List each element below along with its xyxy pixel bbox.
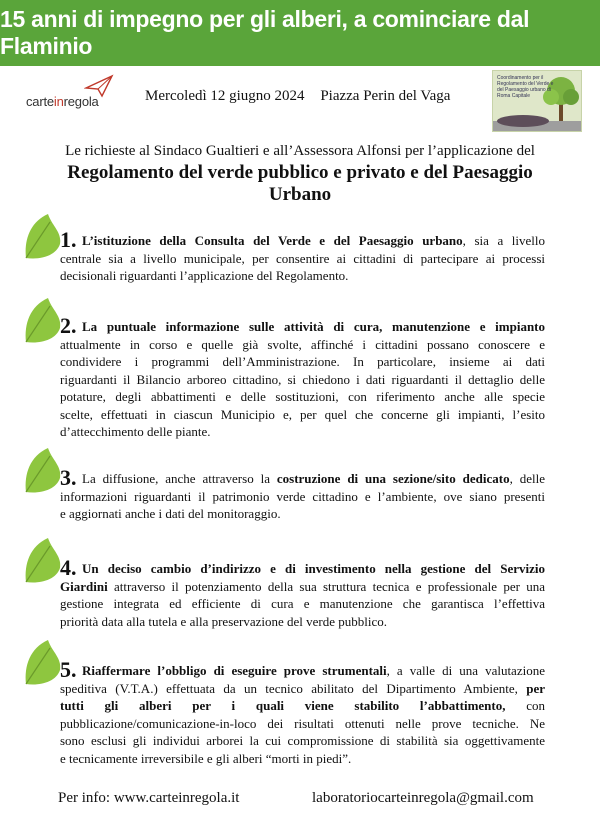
item-line: priorità data alla tutela e alla preservazione del verde pubblico. bbox=[60, 614, 388, 629]
event-place: Piazza Perin del Vaga bbox=[320, 88, 451, 104]
leaf-icon bbox=[22, 638, 64, 688]
item-line: Riaffermare l’obbligo di eseguire prove strumentali, a valle di una valutazione bbox=[82, 663, 545, 678]
coordinamento-logo bbox=[492, 70, 582, 132]
footer-email: laboratoriocarteinregola@gmail.com bbox=[312, 790, 534, 806]
item-line: La diffusione, anche attraverso la costruzione di una sezione/sito dedicato, delle bbox=[82, 471, 545, 486]
item-line: La puntuale informazione sulle attività di cura, manutenzione e impianto bbox=[82, 319, 545, 334]
leaf-icon bbox=[22, 446, 64, 496]
item-line: riguardanti il Bilancio arboreo cittadino, si chiedono i dati riguardanti il dettaglio delle bbox=[60, 372, 545, 387]
item-number: 2. bbox=[60, 313, 77, 338]
intro-text: Le richieste al Sindaco Gualtieri e all’Assessora Alfonsi per l’applicazione del bbox=[65, 143, 535, 159]
leaf-icon bbox=[22, 536, 64, 586]
item-line: Un deciso cambio d’indirizzo e di investimento nella gestione del Servizio bbox=[82, 561, 545, 576]
banner-title: 15 anni di impegno per gli alberi, a cominciare dal Flaminio bbox=[0, 6, 530, 59]
leaf-icon bbox=[22, 212, 64, 262]
item-line: L’istituzione della Consulta del Verde e del Paesaggio urbano, sia a livello bbox=[82, 233, 545, 248]
item-number: 3. bbox=[60, 465, 77, 490]
item-line: informazioni riguardanti il patrimonio verde cittadino e l’ambiente, ove siano presenti bbox=[60, 489, 545, 504]
item-line: decisionali riguardanti l’applicazione del Regolamento. bbox=[60, 268, 349, 283]
item-line: gestione integrata ed efficiente di cura e manutenzione che garantisca l’effettiva bbox=[60, 596, 545, 611]
header-banner bbox=[0, 0, 600, 66]
item-line: tutti gli alberi per i quali viene stabilito l’abbattimento, con bbox=[60, 698, 545, 713]
page-title: Regolamento del verde pubblico e privato e del Paesaggio Urbano bbox=[67, 162, 533, 205]
leaf-icon bbox=[22, 296, 64, 346]
item-line: attualmente in corso e quelle già svolte, affinché i cittadini possano conoscere e bbox=[60, 337, 545, 352]
footer-info: Per info: www.carteinregola.it bbox=[58, 790, 240, 806]
event-info bbox=[145, 88, 450, 105]
item-line: pubblicazione/comunicazione-in-loco dei risultati ottenuti nelle prove tecniche. Ne bbox=[60, 716, 545, 731]
item-number: 4. bbox=[60, 555, 77, 580]
item-line: potature, degli abbattimenti e delle sostituzioni, con riferimento anche alle specie bbox=[60, 389, 545, 404]
item-line: e aggiornati anche i dati del monitoraggio. bbox=[60, 506, 281, 521]
item-line: e tecnicamente irreversibile e gli alberi “morti in piedi”. bbox=[60, 751, 352, 766]
item-line: d’attecchimento delle piante. bbox=[60, 424, 211, 439]
carteinregola-logo bbox=[22, 74, 122, 122]
event-date: Mercoledì 12 giugno 2024 bbox=[145, 88, 305, 104]
item-line: sono esclusi gli individui arborei la cui compromissione di stabilità sia oggettivamente bbox=[60, 733, 545, 748]
item-line: centrale sia a livello municipale, per consentire ai cittadini di partecipare ai processi bbox=[60, 251, 545, 266]
item-number: 1. bbox=[60, 227, 77, 252]
logo-wordmark: carteinregola bbox=[26, 94, 99, 109]
item-line: condividere i programmi dell’Amministrazione. In particolare, insieme ai dati bbox=[60, 354, 545, 369]
item-line: scelte, effettuati in ciascun Municipio e, per quel che concerne gli impianti, l’esito bbox=[60, 407, 545, 422]
item-number: 5. bbox=[60, 657, 77, 682]
item-line: speditiva (V.T.A.) effettuata da un tecnico abilitato del Dipartimento Ambiente, per bbox=[60, 681, 545, 696]
item-line: Giardini attraverso il potenziamento della sua struttura tecnica e professionale per una bbox=[60, 579, 545, 594]
coordinamento-text: Coordinamento per il Regolamento del Verde e del Paesaggio urbano di Roma Capitale bbox=[497, 75, 554, 99]
